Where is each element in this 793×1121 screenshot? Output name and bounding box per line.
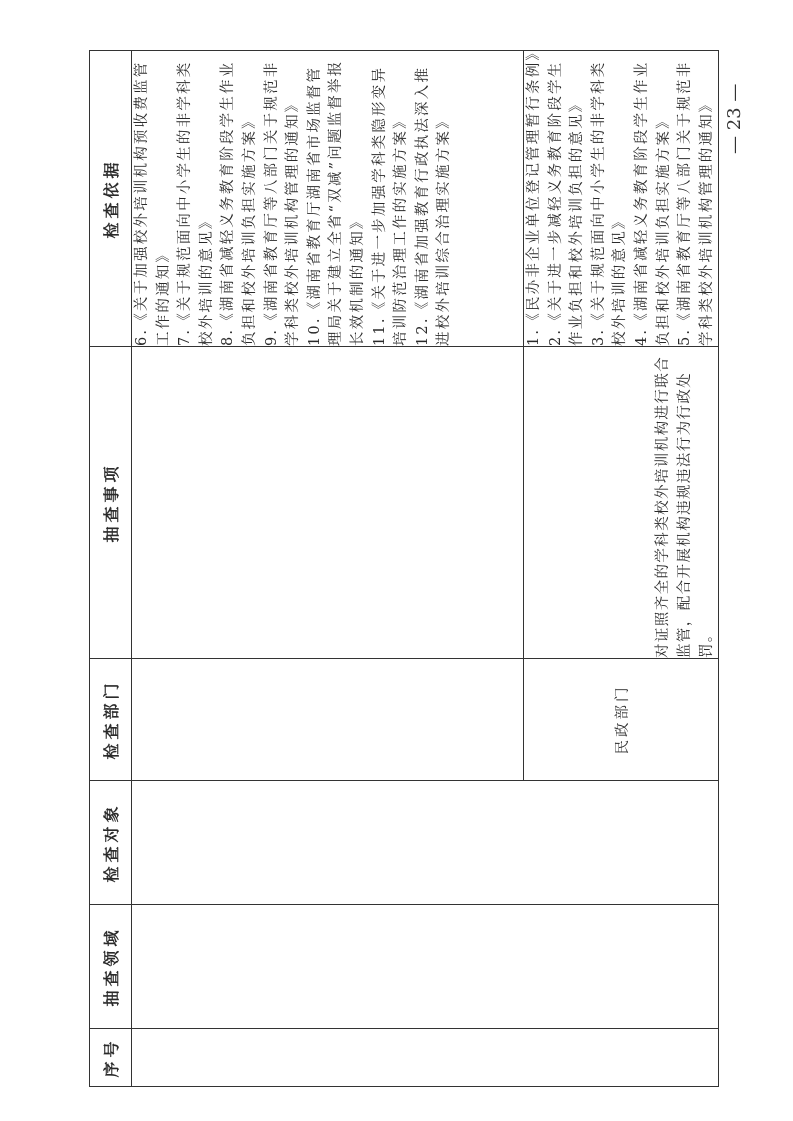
table-header-row bbox=[90, 51, 132, 1087]
basis-line: 1.《民办非企业单位登记管理暂行条例》 bbox=[526, 43, 542, 346]
basis-line: 5.《湖南省教育厅等八部门关于规范非学科类校外培训机构管理的通知》 bbox=[677, 60, 715, 346]
basis-cell bbox=[524, 43, 719, 347]
field-cell bbox=[132, 905, 719, 1029]
table-row bbox=[132, 51, 524, 1087]
basis-line: 6.《关于加强校外培训机构预收费监管工作的通知》 bbox=[134, 60, 172, 346]
basis-line: 12.《湖南省加强教育行政执法深入推进校外培训综合治理实施方案》 bbox=[414, 65, 453, 346]
header-seq: 序号 bbox=[90, 1029, 132, 1087]
item-cell: 对证照齐全的学科类校外培训机构进行联合监管，配合开展机构违规违法行为行政处罚。 bbox=[524, 347, 719, 659]
header-target: 检查对象 bbox=[90, 781, 132, 905]
basis-line: 7.《关于规范面向中小学生的非学科类校外培训的意见》 bbox=[177, 60, 215, 346]
basis-line: 11.《关于进一步加强学科类隐形变异培训防范治理工作的实施方案》 bbox=[371, 65, 410, 346]
basis-line: 10.《湖南省教育厅湖南省市场监督管理局关于建立全省“双减”问题监督举报长效机制的通知》 bbox=[306, 59, 366, 346]
basis-line: 4.《湖南省减轻义务教育阶段学生作业负担和校外培训负担实施方案》 bbox=[633, 60, 672, 346]
inspection-table bbox=[89, 43, 719, 1087]
basis-cell bbox=[132, 51, 524, 347]
header-item: 抽查事项 bbox=[90, 347, 132, 659]
target-cell bbox=[132, 781, 719, 905]
dept-cell: 民政部门 bbox=[524, 659, 719, 781]
basis-line: 3.《关于规范面向中小学生的非学科类校外培训的意见》 bbox=[590, 60, 629, 346]
dept-cell bbox=[132, 659, 524, 781]
page-number-text: — 23 — bbox=[724, 83, 745, 154]
seq-cell bbox=[132, 1029, 719, 1087]
rotated-table-container bbox=[89, 43, 716, 1087]
item-cell bbox=[132, 347, 524, 659]
header-dept: 检查部门 bbox=[90, 659, 132, 781]
basis-line: 8.《湖南省减轻义务教育阶段学生作业负担和校外培训负担实施方案》 bbox=[220, 60, 258, 346]
basis-line: 9.《湖南省教育厅等八部门关于规范非学科类校外培训机构管理的通知》 bbox=[263, 60, 302, 346]
header-basis: 检查依据 bbox=[90, 51, 132, 347]
header-field: 抽查领域 bbox=[90, 905, 132, 1029]
basis-line: 2.《关于进一步减轻义务教育阶段学生作业负担和校外培训负担的意见》 bbox=[547, 60, 586, 346]
page-number bbox=[724, 83, 764, 162]
